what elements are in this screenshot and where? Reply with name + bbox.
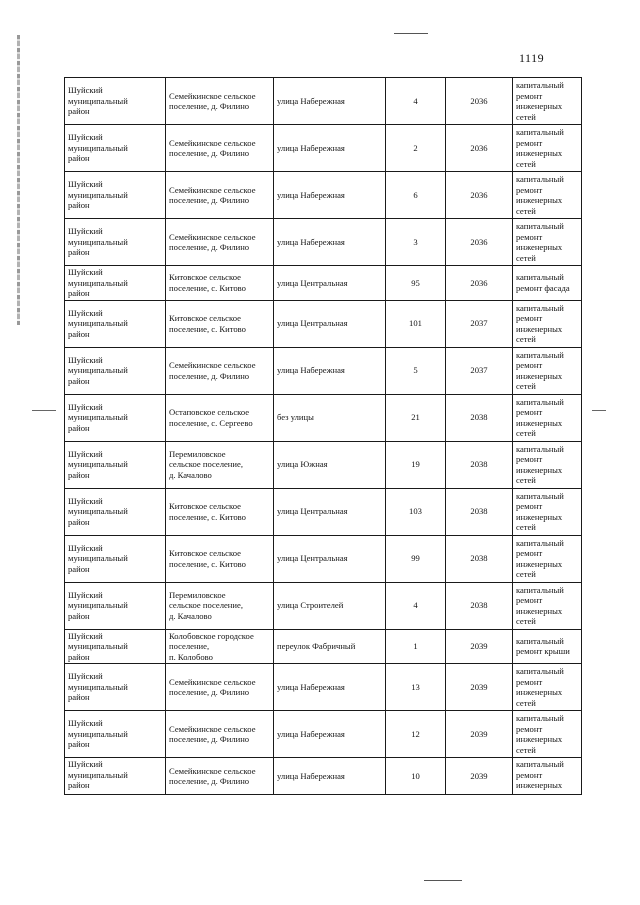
work-type-cell-text: капитальный ремонт инженерных сетей <box>516 443 564 485</box>
settlement-cell <box>166 488 274 535</box>
house-number-cell <box>386 629 446 664</box>
street-cell <box>274 266 386 301</box>
house-number-cell <box>386 347 446 394</box>
table-row <box>65 758 582 795</box>
house-number-cell-text: 95 <box>411 277 420 288</box>
scan-edge-artifact <box>17 35 20 325</box>
year-cell <box>446 125 513 172</box>
work-type-cell-text: капитальный ремонт инженерных сетей <box>516 221 564 263</box>
settlement-cell <box>166 347 274 394</box>
settlement-cell <box>166 300 274 347</box>
district-cell-text: Шуйский муниципальный район <box>68 589 128 621</box>
house-number-cell-text: 13 <box>411 681 420 692</box>
street-cell-text: без улицы <box>277 412 314 423</box>
settlement-cell <box>166 582 274 629</box>
year-cell-text: 2036 <box>470 189 488 200</box>
house-number-cell <box>386 78 446 125</box>
year-cell-text: 2036 <box>470 277 488 288</box>
year-cell-text: 2037 <box>470 318 488 329</box>
street-cell <box>274 758 386 795</box>
year-cell <box>446 441 513 488</box>
work-type-cell-text: капитальный ремонт инженерных сетей <box>516 349 564 391</box>
settlement-cell-text: Колобовское городское поселение, п. Колобово <box>169 630 254 662</box>
settlement-cell <box>166 535 274 582</box>
work-type-cell <box>513 266 582 301</box>
year-cell-text: 2039 <box>470 681 488 692</box>
scan-mark-bottom <box>424 880 462 881</box>
house-number-cell-text: 10 <box>411 770 420 781</box>
work-type-cell <box>513 394 582 441</box>
house-number-cell <box>386 711 446 758</box>
settlement-cell <box>166 78 274 125</box>
settlement-cell-text: Семейкинское сельское поселение, д. Филино <box>169 676 256 697</box>
street-cell-text: улица Строителей <box>277 600 344 611</box>
street-cell <box>274 711 386 758</box>
settlement-cell <box>166 441 274 488</box>
district-cell-text: Шуйский муниципальный район <box>68 448 128 480</box>
district-cell-text: Шуйский муниципальный район <box>68 354 128 386</box>
house-number-cell <box>386 266 446 301</box>
table-row <box>65 629 582 664</box>
house-number-cell <box>386 488 446 535</box>
table-row <box>65 582 582 629</box>
settlement-cell <box>166 664 274 711</box>
district-cell <box>65 266 166 301</box>
district-cell <box>65 78 166 125</box>
work-type-cell <box>513 441 582 488</box>
street-cell <box>274 347 386 394</box>
district-cell <box>65 629 166 664</box>
district-cell <box>65 125 166 172</box>
street-cell-text: улица Набережная <box>277 142 345 153</box>
district-cell <box>65 664 166 711</box>
table-row <box>65 172 582 219</box>
street-cell-text: переулок Фабричный <box>277 641 356 651</box>
house-number-cell-text: 21 <box>411 412 420 423</box>
scan-mark-top <box>394 33 428 34</box>
settlement-cell-text: Остаповское сельское поселение, с. Сергеево <box>169 407 253 428</box>
street-cell <box>274 629 386 664</box>
work-type-cell <box>513 78 582 125</box>
house-number-cell-text: 4 <box>413 95 418 106</box>
table-row <box>65 441 582 488</box>
year-cell <box>446 219 513 266</box>
year-cell <box>446 172 513 219</box>
table-row <box>65 266 582 301</box>
repair-schedule-table <box>64 77 582 795</box>
work-type-cell <box>513 711 582 758</box>
work-type-cell <box>513 347 582 394</box>
house-number-cell-text: 12 <box>411 728 420 739</box>
work-type-cell-text: капитальный ремонт инженерных сетей <box>516 666 564 708</box>
work-type-cell-text: капитальный ремонт инженерных сетей <box>516 490 564 532</box>
year-cell <box>446 300 513 347</box>
street-cell-text: улица Набережная <box>277 236 345 247</box>
district-cell <box>65 711 166 758</box>
work-type-cell <box>513 125 582 172</box>
settlement-cell <box>166 629 274 664</box>
year-cell-text: 2038 <box>470 600 488 611</box>
house-number-cell-text: 103 <box>409 506 422 517</box>
street-cell <box>274 78 386 125</box>
district-cell-text: Шуйский муниципальный район <box>68 759 128 790</box>
street-cell <box>274 582 386 629</box>
settlement-cell-text: Китовское сельское поселение, с. Китово <box>169 272 246 293</box>
year-cell-text: 2036 <box>470 236 488 247</box>
table-row <box>65 488 582 535</box>
street-cell-text: улица Набережная <box>277 95 345 106</box>
district-cell <box>65 582 166 629</box>
street-cell-text: улица Центральная <box>277 318 348 329</box>
settlement-cell-text: Семейкинское сельское поселение, д. Филино <box>169 184 256 205</box>
work-type-cell <box>513 488 582 535</box>
settlement-cell-text: Семейкинское сельское поселение, д. Филино <box>169 90 256 111</box>
house-number-cell <box>386 535 446 582</box>
settlement-cell-text: Китовское сельское поселение, с. Китово <box>169 501 246 522</box>
district-cell-text: Шуйский муниципальный район <box>68 671 128 703</box>
district-cell <box>65 488 166 535</box>
work-type-cell-text: капитальный ремонт фасада <box>516 272 570 293</box>
table-row <box>65 535 582 582</box>
settlement-cell-text: Китовское сельское поселение, с. Китово <box>169 548 246 569</box>
year-cell-text: 2038 <box>470 412 488 423</box>
house-number-cell-text: 4 <box>413 600 418 611</box>
year-cell <box>446 266 513 301</box>
table-row <box>65 711 582 758</box>
work-type-cell-text: капитальный ремонт инженерных сетей <box>516 302 564 344</box>
district-cell <box>65 394 166 441</box>
settlement-cell-text: Семейкинское сельское поселение, д. Филино <box>169 231 256 252</box>
year-cell-text: 2036 <box>470 142 488 153</box>
table-row <box>65 347 582 394</box>
district-cell <box>65 347 166 394</box>
year-cell <box>446 78 513 125</box>
work-type-cell-text: капитальный ремонт инженерных сетей <box>516 713 564 755</box>
street-cell <box>274 664 386 711</box>
table-row <box>65 300 582 347</box>
settlement-cell <box>166 172 274 219</box>
house-number-cell-text: 101 <box>409 318 422 329</box>
house-number-cell <box>386 441 446 488</box>
work-type-cell-text: капитальный ремонт крыши <box>516 635 570 657</box>
year-cell <box>446 394 513 441</box>
district-cell-text: Шуйский муниципальный район <box>68 718 128 750</box>
house-number-cell <box>386 664 446 711</box>
year-cell <box>446 582 513 629</box>
settlement-cell-text: Китовское сельское поселение, с. Китово <box>169 313 246 334</box>
work-type-cell-text: капитальный ремонт инженерных сетей <box>516 396 564 438</box>
work-type-cell-text: капитальный ремонт инженерных сетей <box>516 80 564 122</box>
work-type-cell <box>513 172 582 219</box>
district-cell <box>65 758 166 795</box>
street-cell-text: улица Набережная <box>277 728 345 739</box>
year-cell-text: 2039 <box>470 728 488 739</box>
work-type-cell-text: капитальный ремонт инженерных <box>516 759 564 790</box>
street-cell-text: улица Центральная <box>277 277 348 288</box>
district-cell-text: Шуйский муниципальный район <box>68 542 128 574</box>
settlement-cell-text: Семейкинское сельское поселение, д. Филино <box>169 723 256 744</box>
settlement-cell <box>166 125 274 172</box>
district-cell-text: Шуйский муниципальный район <box>68 132 128 164</box>
work-type-cell-text: капитальный ремонт инженерных сетей <box>516 584 564 626</box>
house-number-cell-text: 99 <box>411 553 420 564</box>
year-cell <box>446 758 513 795</box>
house-number-cell <box>386 300 446 347</box>
house-number-cell <box>386 582 446 629</box>
street-cell <box>274 219 386 266</box>
district-cell <box>65 535 166 582</box>
street-cell <box>274 441 386 488</box>
settlement-cell <box>166 266 274 301</box>
year-cell-text: 2037 <box>470 365 488 376</box>
street-cell-text: улица Набережная <box>277 681 345 692</box>
settlement-cell-text: Семейкинское сельское поселение, д. Филино <box>169 765 256 786</box>
street-cell-text: улица Центральная <box>277 553 348 564</box>
work-type-cell-text: капитальный ремонт инженерных сетей <box>516 174 564 216</box>
street-cell-text: улица Южная <box>277 459 328 470</box>
table-row <box>65 78 582 125</box>
district-cell-text: Шуйский муниципальный район <box>68 226 128 258</box>
district-cell-text: Шуйский муниципальный район <box>68 401 128 433</box>
street-cell <box>274 488 386 535</box>
district-cell-text: Шуйский муниципальный район <box>68 179 128 211</box>
district-cell-text: Шуйский муниципальный район <box>68 495 128 527</box>
year-cell <box>446 347 513 394</box>
house-number-cell <box>386 219 446 266</box>
street-cell-text: улица Набережная <box>277 365 345 376</box>
table-row <box>65 125 582 172</box>
settlement-cell-text: Семейкинское сельское поселение, д. Филино <box>169 360 256 381</box>
page-number: 1119 <box>519 51 545 65</box>
settlement-cell-text: Перемиловское сельское поселение, д. Качалово <box>169 448 243 480</box>
house-number-cell <box>386 125 446 172</box>
year-cell <box>446 535 513 582</box>
house-number-cell <box>386 394 446 441</box>
house-number-cell <box>386 758 446 795</box>
street-cell <box>274 300 386 347</box>
street-cell <box>274 394 386 441</box>
table-row <box>65 219 582 266</box>
year-cell <box>446 629 513 664</box>
settlement-cell <box>166 394 274 441</box>
year-cell-text: 2036 <box>470 95 488 106</box>
street-cell <box>274 172 386 219</box>
district-cell <box>65 172 166 219</box>
table-body <box>65 78 582 795</box>
year-cell-text: 2039 <box>470 641 488 651</box>
settlement-cell <box>166 219 274 266</box>
house-number-cell-text: 2 <box>413 142 418 153</box>
street-cell-text: улица Набережная <box>277 189 345 200</box>
work-type-cell <box>513 629 582 664</box>
house-number-cell-text: 6 <box>413 189 418 200</box>
year-cell <box>446 711 513 758</box>
work-type-cell <box>513 664 582 711</box>
year-cell-text: 2039 <box>470 770 488 781</box>
house-number-cell <box>386 172 446 219</box>
district-cell <box>65 219 166 266</box>
scan-mark-left <box>32 410 56 411</box>
district-cell <box>65 441 166 488</box>
table-row <box>65 664 582 711</box>
street-cell <box>274 535 386 582</box>
year-cell <box>446 488 513 535</box>
scan-mark-right <box>592 410 606 411</box>
settlement-cell <box>166 758 274 795</box>
year-cell-text: 2038 <box>470 553 488 564</box>
house-number-cell-text: 19 <box>411 459 420 470</box>
work-type-cell <box>513 758 582 795</box>
year-cell-text: 2038 <box>470 506 488 517</box>
work-type-cell-text: капитальный ремонт инженерных сетей <box>516 127 564 169</box>
district-cell-text: Шуйский муниципальный район <box>68 85 128 117</box>
district-cell <box>65 300 166 347</box>
work-type-cell-text: капитальный ремонт инженерных сетей <box>516 537 564 579</box>
district-cell-text: Шуйский муниципальный район <box>68 267 128 298</box>
work-type-cell <box>513 219 582 266</box>
year-cell-text: 2038 <box>470 459 488 470</box>
work-type-cell <box>513 300 582 347</box>
settlement-cell-text: Перемиловское сельское поселение, д. Качалово <box>169 589 243 621</box>
work-type-cell <box>513 535 582 582</box>
house-number-cell-text: 3 <box>413 236 418 247</box>
table-row <box>65 394 582 441</box>
district-cell-text: Шуйский муниципальный район <box>68 630 128 662</box>
street-cell <box>274 125 386 172</box>
settlement-cell <box>166 711 274 758</box>
house-number-cell-text: 5 <box>413 365 418 376</box>
street-cell-text: улица Центральная <box>277 506 348 517</box>
work-type-cell <box>513 582 582 629</box>
settlement-cell-text: Семейкинское сельское поселение, д. Филино <box>169 137 256 158</box>
street-cell-text: улица Набережная <box>277 770 345 781</box>
year-cell <box>446 664 513 711</box>
district-cell-text: Шуйский муниципальный район <box>68 307 128 339</box>
house-number-cell-text: 1 <box>413 641 418 651</box>
